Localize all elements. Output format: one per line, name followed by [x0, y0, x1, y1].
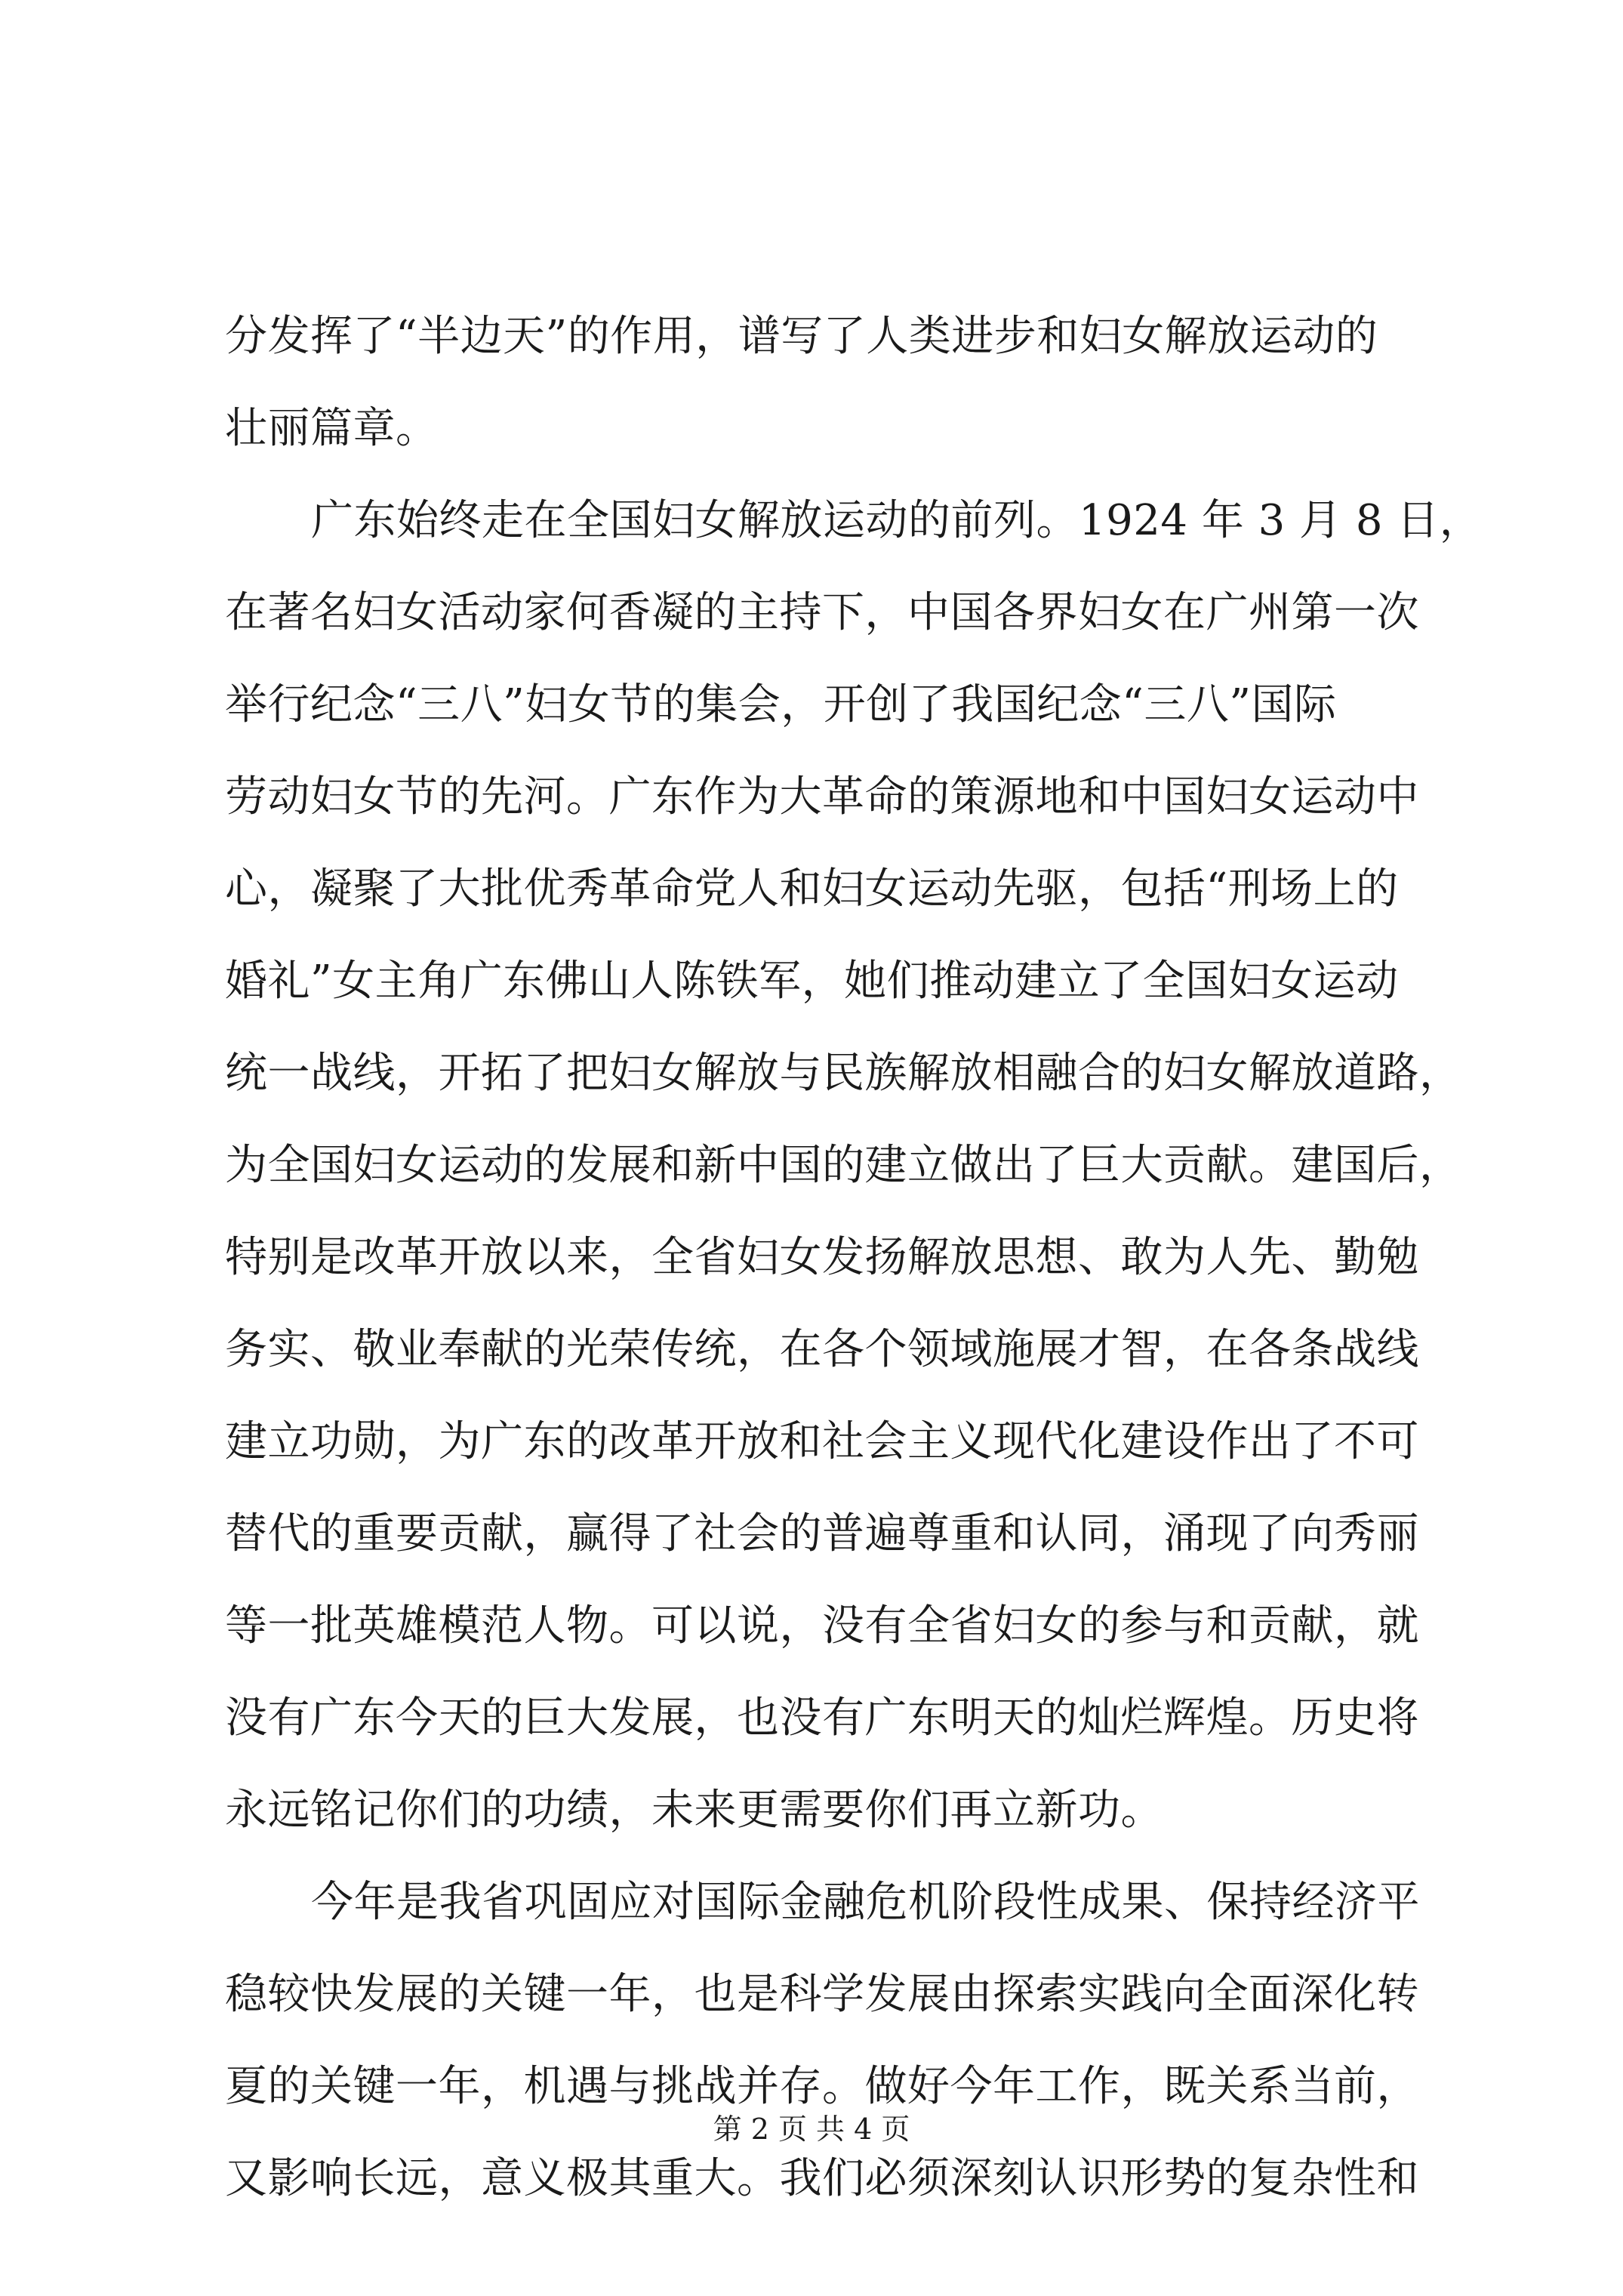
text-line: 为全国妇女运动的发展和新中国的建立做出了巨大贡献。建国后， — [225, 1141, 1462, 1190]
text-line: 举行纪念“三八”妇女节的集会，开创了我国纪念“三八”国际 — [225, 680, 1337, 729]
text-line: 壮丽篇章。 — [225, 404, 439, 453]
text-line: 替代的重要贡献，赢得了社会的普遍尊重和认同，涌现了向秀丽 — [225, 1509, 1419, 1558]
text-line: 劳动妇女节的先河。广东作为大革命的策源地和中国妇女运动中 — [225, 772, 1419, 821]
text-line: 务实、敬业奉献的光荣传统，在各个领域施展才智，在各条战线 — [225, 1325, 1419, 1374]
text-line: 广东始终走在全国妇女解放运动的前列。1924 年 3 月 8 日， — [311, 496, 1483, 545]
text-line: 今年是我省巩固应对国际金融危机阶段性成果、保持经济平 — [311, 1878, 1420, 1927]
text-line: 建立功勋，为广东的改革开放和社会主义现代化建设作出了不可 — [225, 1417, 1419, 1466]
text-line: 等一批英雄模范人物。可以说，没有全省妇女的参与和贡献，就 — [225, 1601, 1419, 1650]
text-line: 心，凝聚了大批优秀革命党人和妇女运动先驱，包括“刑场上的 — [225, 864, 1399, 914]
text-line: 永远铭记你们的功绩，未来更需要你们再立新功。 — [225, 1786, 1163, 1835]
text-line: 分发挥了“半边天”的作用，谱写了人类进步和妇女解放运动的 — [225, 312, 1378, 361]
text-line: 在著名妇女活动家何香凝的主持下，中国各界妇女在广州第一次 — [225, 588, 1419, 637]
text-line: 统一战线，开拓了把妇女解放与民族解放相融合的妇女解放道路， — [225, 1049, 1462, 1098]
body-text — [225, 291, 1483, 2225]
text-line: 又影响长远，意义极其重大。我们必须深刻认识形势的复杂性和 — [225, 2154, 1419, 2203]
text-line: 特别是改革开放以来，全省妇女发扬解放思想、敢为人先、勤勉 — [225, 1233, 1419, 1282]
text-line: 稳较快发展的关键一年，也是科学发展由探索实践向全面深化转 — [225, 1970, 1419, 2019]
text-line: 夏的关键一年，机遇与挑战并存。做好今年工作，既关系当前， — [225, 2062, 1419, 2111]
page-number-footer: 第 2 页 共 4 页 — [713, 2113, 910, 2146]
text-line: 没有广东今天的巨大发展，也没有广东明天的灿烂辉煌。历史将 — [225, 1693, 1419, 1743]
text-line: 婚礼”女主角广东佛山人陈铁军，她们推动建立了全国妇女运动 — [225, 957, 1399, 1006]
